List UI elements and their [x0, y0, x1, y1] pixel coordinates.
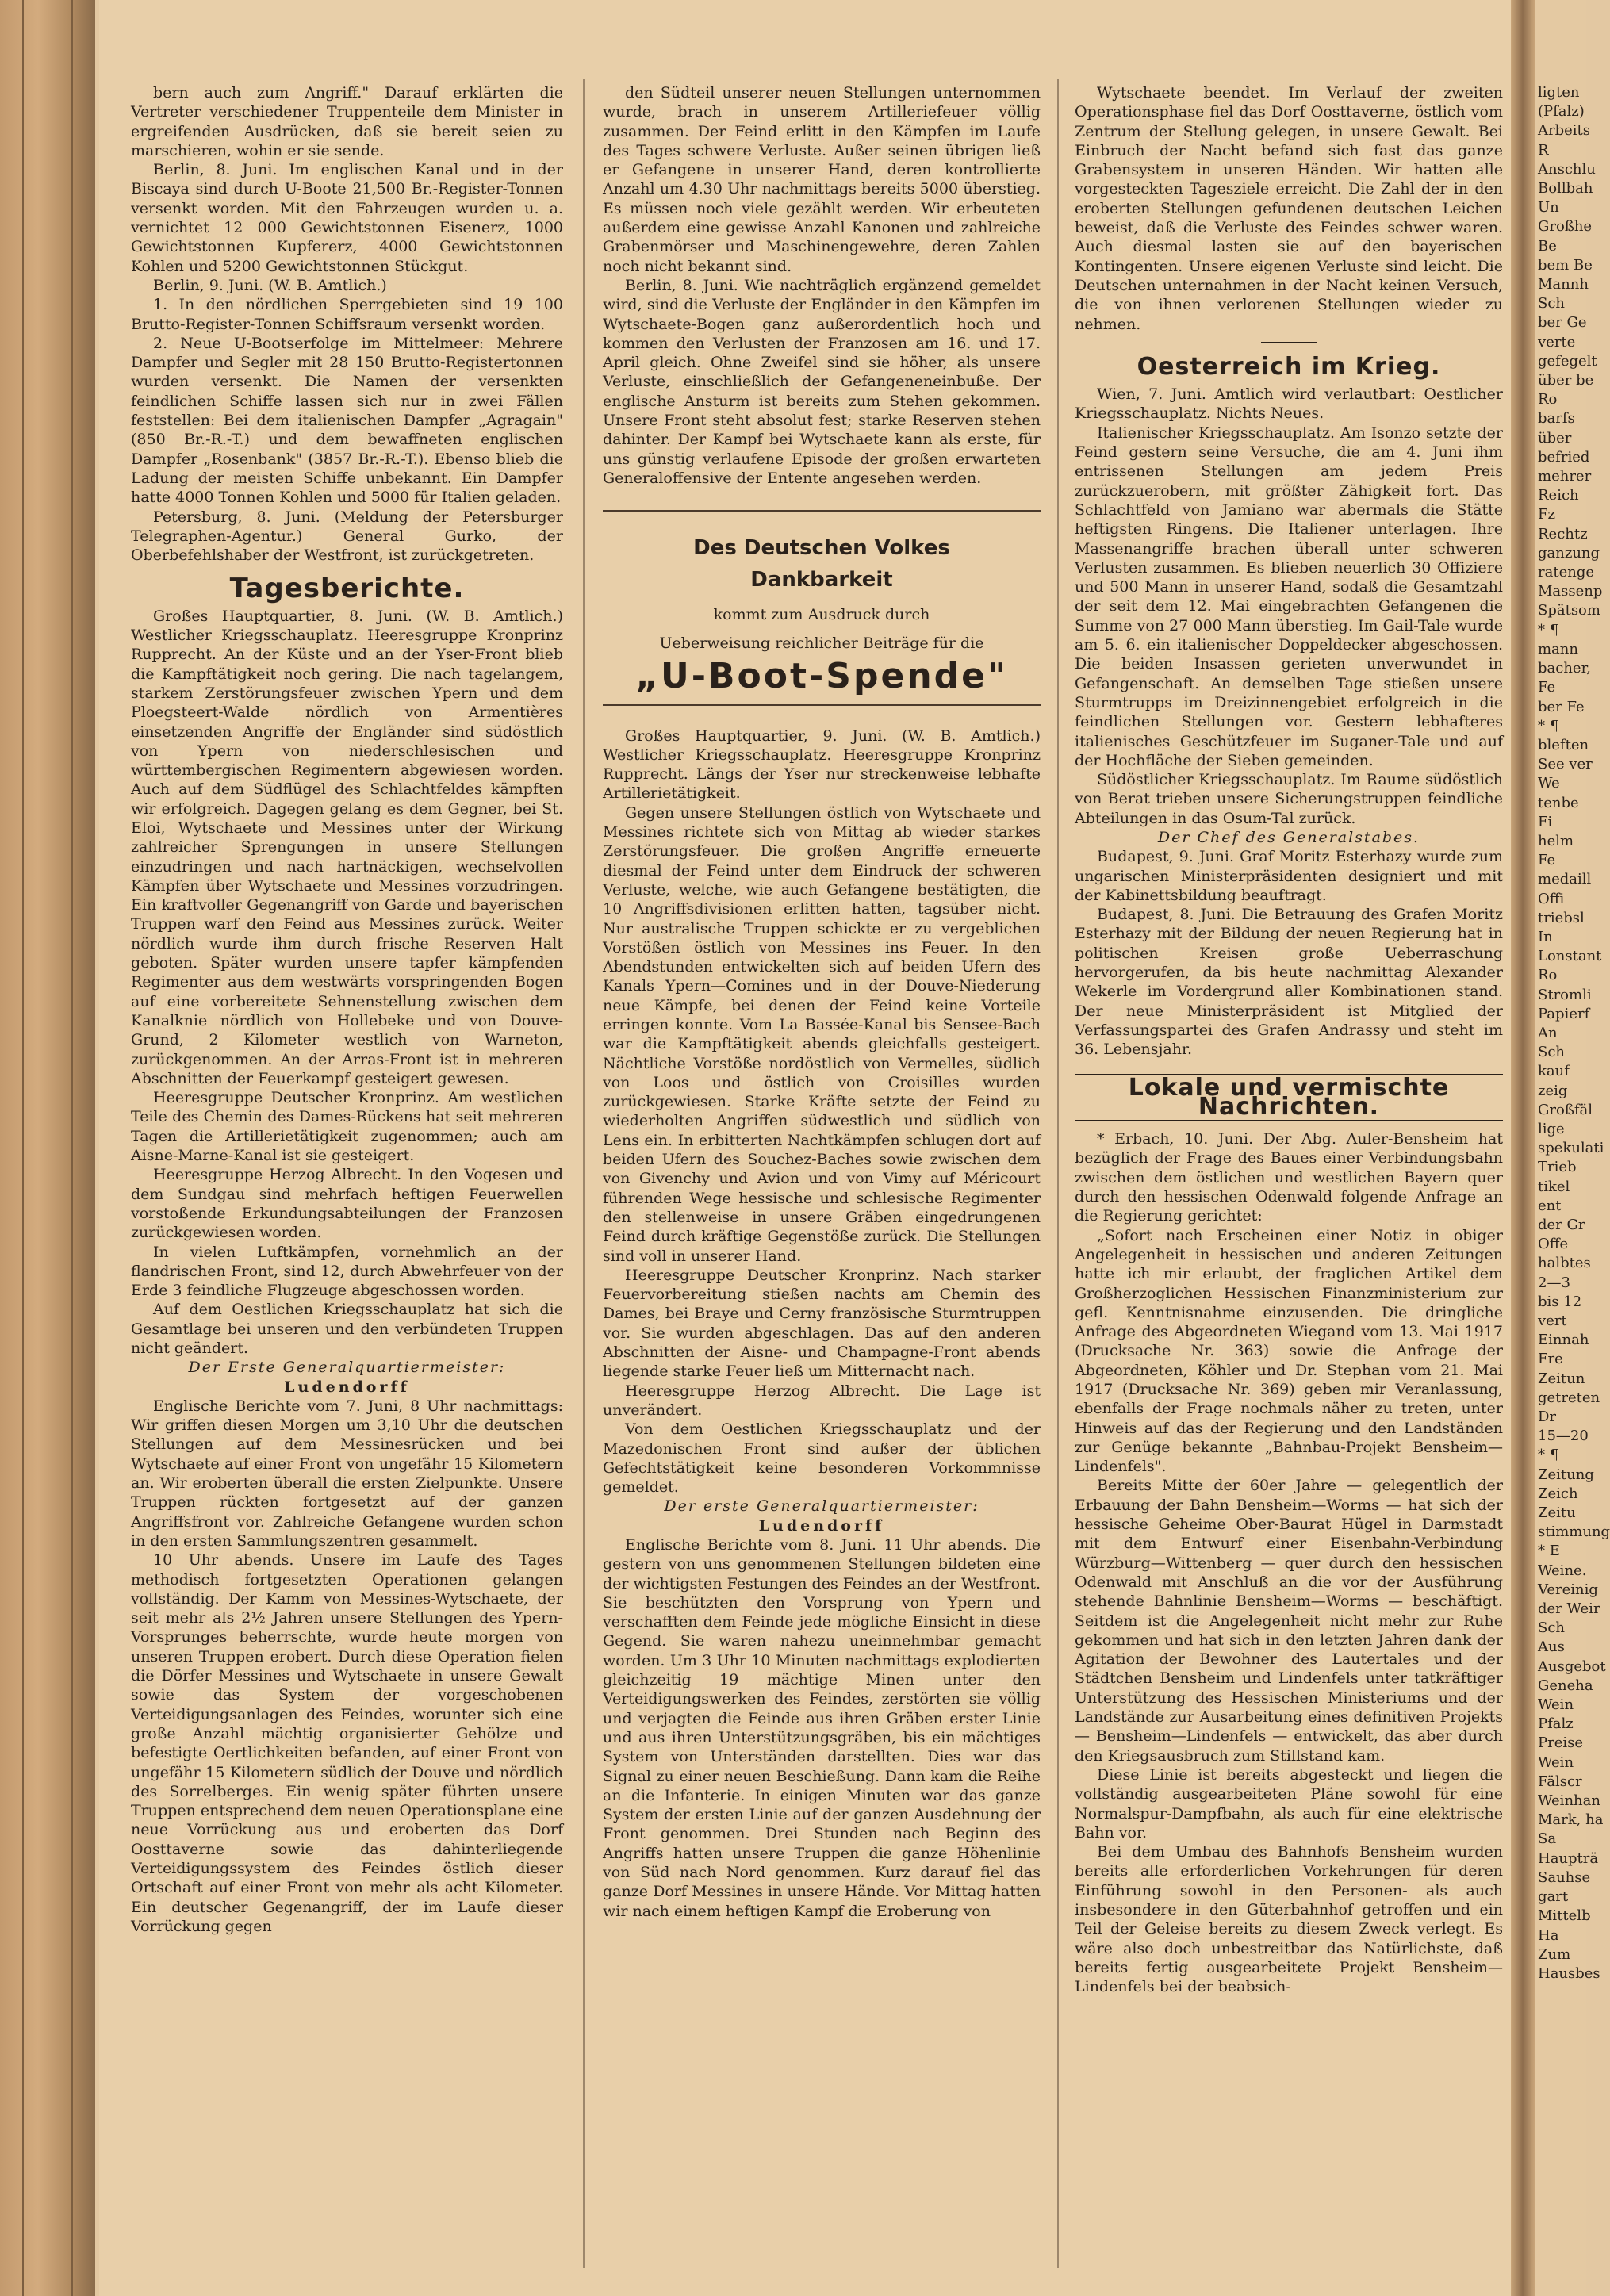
- next-page-fragment: We: [1538, 775, 1560, 792]
- next-page-fragment: * ¶: [1538, 621, 1559, 638]
- next-page-fragment: Lonstant: [1538, 948, 1602, 965]
- next-page-fragment: 15—20: [1538, 1428, 1589, 1445]
- next-page-fragment: R: [1538, 141, 1549, 159]
- next-page-fragment: Sch: [1538, 295, 1566, 312]
- next-page-fragment: Weine.: [1538, 1562, 1587, 1579]
- ad-title-line-2: Dankbarkeit: [750, 568, 893, 592]
- c3-top-block: [1075, 83, 1503, 334]
- binding-edge: [22, 0, 24, 2296]
- next-page-fragment: barfs: [1538, 410, 1575, 427]
- next-page-fragment: Wein: [1538, 1754, 1574, 1771]
- next-page-fragment: helm: [1538, 832, 1574, 849]
- next-page-fragment: tenbe: [1538, 794, 1579, 811]
- paragraph: Petersburg, 8. Juni. (Meldung der Petersburger Telegraphen-Agentur.) General Gurko, der Oberbefehlshaber der Westfront, ist zurückgetreten.: [131, 508, 563, 565]
- next-page-fragment: bacher,: [1538, 660, 1591, 677]
- next-page-fragment: Ro: [1538, 967, 1558, 984]
- paragraph: „Sofort nach Erscheinen einer Notiz in obiger Angelegenheit in hessischen und anderen Zeitungen hatte ich mir erlaubt, der fraglichen Artikel dem Großherzoglichen Hessischen Finanzministerium zur gefl. Kenntnisnahme einzusenden. Die dringliche Anfrage des Abgeordneten Wiegand vom 13. Mai 1917 (Drucksache Nr. 363) sowie die Anfrage der Abgeordneten, Köhler und Dr. Stephan vom 21. Mai 1917 (Drucksache Nr. 369) geben mir Veranlassung, ebenfalls der Frage nochmals näher zu treten, unter Hinweis auf das der Regierung und den Landständen zur Genüge bekannte „Bahnbau-Projekt Bensheim—Lindenfels".: [1075, 1226, 1503, 1476]
- paragraph: Budapest, 8. Juni. Die Betrauung des Grafen Moritz Esterhazy mit der Bildung der neuen Regierung hat in politischen Kreisen große Ueberraschung hervorgerufen, da bis heute nachmittag Alexander Wekerle im Vordergrund aller Kombinationen stand. Der neue Ministerpräsident ist Mitglied der Verfassungspartei des Grafen Andrassy und steht im 36. Lebensjahr.: [1075, 906, 1503, 1059]
- next-page-fragment: Fz: [1538, 506, 1555, 523]
- column-1: [131, 83, 563, 2272]
- c2-body: [603, 726, 1041, 1921]
- paragraph: Budapest, 9. Juni. Graf Moritz Esterhazy wurde zum ungarischen Ministerpräsidenten designiert und mit der Kabinettsbildung beauftragt.: [1075, 848, 1503, 904]
- ad-spende-title: „U-Boot-Spende": [635, 656, 1008, 697]
- column-rule: [583, 79, 585, 2268]
- next-page-fragment: ber Ge: [1538, 314, 1587, 332]
- next-page-fragment: der Weir: [1538, 1600, 1600, 1618]
- next-page-fragment: gefegelt: [1538, 352, 1597, 370]
- next-page-fragment: ganzung: [1538, 544, 1600, 562]
- next-page-fragment: Un: [1538, 199, 1559, 217]
- next-page-edge: [1535, 0, 1610, 2296]
- c3-body: [1075, 385, 1503, 1059]
- next-page-fragment: Spätsom: [1538, 602, 1600, 619]
- next-page-fragment: Zeitun: [1538, 1370, 1585, 1387]
- next-page-fragment: vert: [1538, 1313, 1567, 1329]
- paragraph: In vielen Luftkämpfen, vornehmlich an der flandrischen Front, sind 12, durch Abwehrfeuer von der Erde 3 feindliche Flugzeuge abgeschossen worden.: [131, 1243, 563, 1300]
- signature-title: Der Chef des Generalstabes.: [1157, 828, 1420, 846]
- next-page-fragment: Be: [1538, 237, 1557, 255]
- next-page-fragment: Massenp: [1538, 583, 1603, 600]
- c1-top-block: [131, 83, 563, 565]
- next-page-fragment: Zeitung: [1538, 1466, 1594, 1483]
- next-page-fragment: Fi: [1538, 813, 1553, 830]
- ad-title-line-1: Des Deutschen Volkes: [693, 536, 950, 561]
- next-page-fragment: Pfalz: [1538, 1715, 1574, 1733]
- paragraph: Berlin, 9. Juni. (W. B. Amtlich.): [153, 276, 387, 294]
- paragraph: Südöstlicher Kriegsschauplatz. Im Raume südöstlich von Berat trieben unsere Sicherungstruppen feindliche Abteilungen in das Osum-Tal zurück.: [1075, 771, 1503, 827]
- paragraph: bern auch zum Angriff." Darauf erklärten die Vertreter verschiedener Truppenteile dem Minister in ergreifenden Ausdrücken, daß sie bereit seien zu marschieren, wohin er sie sende.: [131, 84, 563, 159]
- paragraph: Wien, 7. Juni. Amtlich wird verlautbart: Oestlicher Kriegsschauplatz. Nichts Neues.: [1075, 385, 1503, 423]
- next-page-fragment: Mannh: [1538, 276, 1589, 293]
- next-page-fragment: Mark, ha: [1538, 1811, 1604, 1829]
- next-page-fragment: Zeitu: [1538, 1504, 1576, 1522]
- paragraph: Berlin, 8. Juni. Wie nachträglich ergänzend gemeldet wird, sind die Verluste der Engländer in den Kämpfen im Wytschaete-Bogen ganz außerordentlich hoch und kommen den Verlusten der Franzosen am 16. und 17. April gleich. Ohne Zweifel sind sie höher, als unsere Verluste, einschließlich der Gefangeneneinbuße. Der englische Ansturm ist bereits zum Stehen gekommen. Unsere Front steht absolut fest; starke Reserven stehen dahinter. Der Kampf bei Wytschaete kann als erste, für uns günstig verlaufene Episode der großen erwarteten Generaloffensive der Entente angesehen werden.: [603, 276, 1041, 487]
- next-page-fragment: über be: [1538, 372, 1594, 389]
- paragraph: Großes Hauptquartier, 9. Juni. (W. B. Amtlich.) Westlicher Kriegsschauplatz. Heeresgruppe Kronprinz Rupprecht. Längs der Yser nur streckenweise lebhafte Artillerietätigkeit.: [603, 726, 1041, 803]
- next-page-fragment: Fre: [1538, 1351, 1563, 1368]
- signature-name: Ludendorff: [284, 1378, 410, 1396]
- next-page-fragment: Weinhan: [1538, 1792, 1600, 1810]
- next-page-fragment: Großhe: [1538, 218, 1593, 236]
- next-page-fragment: Wein: [1538, 1696, 1574, 1714]
- next-page-fragment: Offi: [1538, 890, 1565, 907]
- binding-edge: [71, 0, 73, 2296]
- section-heading: Lokale und vermischte Nachrichten.: [1075, 1074, 1503, 1122]
- next-page-fragment: Mittelb: [1538, 1907, 1591, 1925]
- next-page-fragment: stimmung: [1538, 1524, 1610, 1541]
- next-page-fragment: Geneha: [1538, 1677, 1593, 1694]
- next-page-fragment: * ¶: [1538, 717, 1559, 734]
- next-page-fragment: über: [1538, 429, 1572, 447]
- next-page-fragment: bleften: [1538, 736, 1589, 753]
- paragraph: Bei dem Umbau des Bahnhofs Bensheim wurden bereits alle erforderlichen Vorkehrungen für deren Einführung sowohl in den Personen- als auch insbesondere in den Güterbahnhof getroffen und ein Teil der Geleise bereits zu diesem Zweck verlegt. Es wäre also doch unbestreitbar das Natürlichste, daß bereits fertig ausgearbeitete Projekt Bensheim—Lindenfels bei der beabsich-: [1075, 1843, 1503, 1996]
- next-page-fragment: ratenge: [1538, 564, 1594, 581]
- next-page-fragment: kauf: [1538, 1063, 1570, 1080]
- next-page-fragment: Stromli: [1538, 986, 1592, 1003]
- next-page-fragment: An: [1538, 1024, 1558, 1041]
- paragraph: 2. Neue U-Bootserfolge im Mittelmeer: Mehrere Dampfer und Segler mit 28 150 Brutto-Registertonnen wurden versenkt. Die Namen der versenkten feindlichen Schiffe lassen sich nur in zwei Fällen feststellen: Bei dem italienischen Dampfer „Agragain" (850 Br.-R.-T.) und dem bewaffneten englischen Dampfer „Rosenbank" (3857 Br.-R.-T.). Ebenso blieb die Ladung der meisten Schiffe unbekannt. Ein Dampfer hatte 4000 Tonnen Kohlen und 5000 für Italien geladen.: [131, 334, 563, 507]
- paragraph: Auf dem Oestlichen Kriegsschauplatz hat sich die Gesamtlage bei unseren und den verbündeten Truppen nicht geändert.: [131, 1301, 563, 1357]
- next-page-fragment: befried: [1538, 448, 1590, 466]
- signature-title: Der Erste Generalquartiermeister:: [188, 1359, 506, 1377]
- paragraph: * Erbach, 10. Juni. Der Abg. Auler-Bensheim hat bezüglich der Frage des Baues einer Verbindungsbahn zwischen dem östlichen und westlichen Bayern quer durch den hessischen Odenwald folgende Anfrage an die Regierung gerichtet:: [1075, 1130, 1503, 1225]
- paragraph: Heeresgruppe Deutscher Kronprinz. Am westlichen Teile des Chemin des Dames-Rückens hat seit mehreren Tagen die Artillerietätigkeit zugenommen; auch am Aisne-Marne-Kanal ist sie gesteigert.: [131, 1089, 563, 1165]
- next-page-fragment: Rechtz: [1538, 525, 1588, 542]
- next-page-fragment: * ¶: [1538, 1447, 1559, 1464]
- next-page-fragment: Sch: [1538, 1619, 1566, 1637]
- next-page-fragment: Ro: [1538, 391, 1558, 408]
- section-heading: Oesterreich im Krieg.: [1137, 352, 1441, 381]
- column-2: [603, 83, 1041, 2272]
- next-page-fragment: ent: [1538, 1197, 1562, 1214]
- next-page-fragment: Vereinig: [1538, 1581, 1598, 1598]
- next-page-fragment: Ha: [1538, 1926, 1559, 1944]
- paragraph: Englische Berichte vom 8. Juni. 11 Uhr abends. Die gestern von uns genommenen Stellungen bildeten eine der wichtigsten Festungen des Feindes an der Westfront. Sie beschützten den Vorsprung von Ypern und verschafften dem Feinde jede mögliche Einsicht in diese Gegend. Sie waren nahezu uneinnehmbar gemacht worden. Um 3 Uhr 10 Minuten nachmittags explodierten gleichzeitig 19 mächtige Minen unter den Verteidigungswerken des Feindes, zerstörten sie völlig und verjagten die Feinde aus ihren Gräben erster Linie und aus ihren Unterstützungsgräben, bis ein mächtiges System von Unterständen darstellten. Dies war das Signal zu einer neuen Beschießung. Dann kam die Reihe an die Infanterie. In einigen Minuten war das ganze System der ersten Linie auf der ganzen Ausdehnung der Front genommen. Drei Stunden nach Beginn des Angriffs hatten unsere Truppen die ganze Höhenlinie von Süd nach Nord genommen. Kurz darauf fiel das ganze Dorf Messines in unsere Hände. Vor Mittag hatten wir nach einem heftigen Kampf die Eroberung von: [603, 1536, 1041, 1920]
- paragraph: Großes Hauptquartier, 8. Juni. (W. B. Amtlich.) Westlicher Kriegsschauplatz. Heeresgruppe Kronprinz Rupprecht. An der Küste und an der Yser-Front blieb die Kampftätigkeit noch gering. Die nach tagelangem, starkem Zerstörungsfeuer zwischen Ypern und dem Ploegsteert-Walde nördlich von Armentières einsetzenden Angriffe der Engländer sind südöstlich von Ypern von niederschlesischen und württembergischen Regimentern abgewiesen worden. Auch auf dem Südflügel des Schlachtfeldes kämpften wir erfolgreich. Dagegen gelang es dem Gegner, bei St. Eloi, Wytschaete und Messines unter der Wirkung zahlreicher Sprengungen in unsere Stellungen einzudringen und nach hartnäckigen, wechselvollen Kämpfen über Wytschaete und Messines vorzudringen. Ein kraftvoller Gegenangriff von Garde und bayerischen Truppen warf den Feind aus Messines zurück. Weiter nördlich wurde ihm durch frische Reserven Halt geboten. Später wurden unsere tapfer kämpfenden Regimenter aus dem westwärts vorspringenden Bogen auf eine vorbereitete Sehnenstellung zwischen dem Kanalknie nördlich von Hollebeke und von Douve-Grund, 2 Kilometer westlich von Warneton, zurückgenommen. An der Arras-Front ist in mehreren Abschnitten der Feuerkampf gesteigert gewesen.: [131, 607, 563, 1087]
- next-page-fragment: Haupträ: [1538, 1849, 1599, 1867]
- next-page-fragment: verte: [1538, 333, 1576, 351]
- paragraph: Englische Berichte vom 7. Juni, 8 Uhr nachmittags: Wir griffen diesen Morgen um 3,10 Uhr die deutschen Stellungen auf dem Messinesrücken und bei Wytschaete auf einer Front von ungefähr 15 Kilometern an. Wir eroberten überall die ersten Zielpunkte. Unsere Truppen rückten fortgesetzt auf der ganzen Angriffsfront vor. Zahlreiche Gefangene wurden schon in den ersten Sammlungszentren gesammelt.: [131, 1397, 563, 1550]
- next-page-fragment: Reich: [1538, 487, 1579, 504]
- next-page-fragment: tikel: [1538, 1178, 1570, 1195]
- next-page-fragment: Offe: [1538, 1236, 1569, 1253]
- next-page-fragment: Ausgebot: [1538, 1658, 1606, 1675]
- next-page-fragment: ligten: [1538, 84, 1580, 101]
- c1-body: [131, 607, 563, 1936]
- paragraph: Heeresgruppe Herzog Albrecht. Die Lage ist unverändert.: [603, 1382, 1041, 1419]
- paragraph: Heeresgruppe Herzog Albrecht. In den Vogesen und dem Sundgau sind mehrfach heftigen Feuerwellen vorstoßende Erkundungsabteilungen der Franzosen zurückgewiesen worden.: [131, 1166, 563, 1242]
- ad-subtitle-2: Ueberweisung reichlicher Beiträge für die: [659, 634, 984, 653]
- paragraph: Bereits Mitte der 60er Jahre — gelegentlich der Erbauung der Bahn Bensheim—Worms — hat sich der hessische Geheime Ober-Baurat Hügel in Darmstadt mit dem Entwurf einer Eisenbahn-Verbindung Würzburg—Wittenberg — quer durch den hessischen Odenwald mit Anschluß an die vor der Ausführung stehende Bahnlinie Bensheim—Worms — beschäftigt. Seitdem ist die Angelegenheit nicht mehr zur Ruhe gekommen und hat sich in den letzten Jahren dank der Agitation der Bewohner des Lautertales und der Städtchen Bensheim und Lindenfels unter tatkräftiger Unterstützung des Hessischen Ministeriums und der Landstände zur Ausarbeitung eines definitiven Projekts — Bensheim—Lindenfels — entwickelt, das aber durch den Kriegsausbruch zum Stillstand kam.: [1075, 1477, 1503, 1765]
- next-page-fragment: der Gr: [1538, 1216, 1585, 1233]
- next-page-fragment: Einnah: [1538, 1332, 1589, 1349]
- divider: [1261, 342, 1317, 343]
- next-page-fragment: Preise: [1538, 1734, 1584, 1752]
- column-rule: [1057, 79, 1059, 2268]
- paragraph: den Südteil unserer neuen Stellungen unternommen wurde, brach in unserem Artilleriefeuer völlig zusammen. Der Feind erlitt in den Kämpfen im Laufe des Tages schwere Verluste. Außer seinen übrigen ließ er Gefangene in unserer Hand, deren kontrollierte Anzahl um 4.30 Uhr nachmittags bereits 5000 überstieg. Es müssen noch viele gezählt werden. Wir erbeuteten außerdem eine gewisse Anzahl Kanonen und zahlreiche Grabenmörser und Maschinengewehre, deren Zahlen noch nicht bekannt sind.: [603, 84, 1041, 275]
- next-page-fragment: See ver: [1538, 756, 1593, 773]
- next-page-fragment: * E: [1538, 1543, 1560, 1560]
- next-page-fragment: 2—3: [1538, 1274, 1570, 1291]
- page-gutter: [1511, 0, 1535, 2296]
- next-page-fragment: lige: [1538, 1120, 1565, 1137]
- next-page-fragment: Trieb: [1538, 1159, 1577, 1176]
- next-page-fragment: medaill: [1538, 871, 1592, 888]
- next-page-fragment: zeig: [1538, 1082, 1568, 1099]
- next-page-fragment: bem Be: [1538, 256, 1593, 274]
- next-page-fragment: ber Fe: [1538, 698, 1585, 715]
- u-boot-spende-ad: [603, 510, 1041, 705]
- next-page-fragment: (Pfalz): [1538, 103, 1585, 121]
- signature-name: Ludendorff: [758, 1516, 885, 1535]
- next-page-fragment: spekulati: [1538, 1140, 1604, 1157]
- paragraph: Gegen unsere Stellungen östlich von Wytschaete und Messines richtete sich von Mittag ab wieder starkes Zerstörungsfeuer. Die großen Angriffe erneuerte diesmal der Feind unter dem Eindruck der schweren Verluste, welche, wie auch Gefangene bestätigten, die 10 Angriffsdivisionen erlitten hatten, tagsüber nicht. Nur australische Truppen schickte er zu vergeblichen Vorstößen östlich von Messines ins Feuer. In den Abendstunden entwickelten sich auf beiden Ufern des Kanals Ypern—Comines und in der Douve-Niederung neue Kämpfe, bei denen der Feind keine Vorteile erringen konnte. Vom La Bassée-Kanal bis Sensee-Bach war die Kampftätigkeit abends gleichfalls gesteigert. Nächtliche Vorstöße nordöstlich von Vermelles, südlich von Loos und östlich von Croisilles wurden zurückgewiesen. Starke Kräfte setzte der Feind zu wiederholten Angriffen südwestlich und südlich von Lens ein. In erbitterten Nachtkämpfen schlugen dort auf beiden Ufern des Souchez-Baches sowie zwischen dem von Givenchy und Avion und von Vimy auf Méricourt führenden Wege hessische und schlesische Regimenter den stellenweise in unsere Gräben eingedrungenen Feind durch kräftige Gegenstöße zurück. Die Stellungen sind voll in unserer Hand.: [603, 803, 1041, 1265]
- next-page-fragment: bis 12: [1538, 1293, 1582, 1310]
- next-page-fragment: Sch: [1538, 1044, 1566, 1061]
- next-page-fragment: halbtes: [1538, 1255, 1591, 1272]
- next-page-fragment: Fe: [1538, 679, 1556, 696]
- next-page-fragment: Dr: [1538, 1409, 1557, 1426]
- next-page-fragment: getreten: [1538, 1389, 1600, 1406]
- next-page-fragment: Hausbes: [1538, 1964, 1600, 1982]
- paragraph: Wytschaete beendet. Im Verlauf der zweiten Operationsphase fiel das Dorf Oosttaverne, östlich vom Zentrum der Stellung gelegen, in unsere Gewalt. Bei Einbruch der Nacht befand sich fast das ganze Grabensystem in unseren Händen. Wir hatten alle vorgesteckten Tagesziele erreicht. Die Zahl der in den eroberten Stellungen gefundenen deutschen Leichen beweist, daß die Verluste des Feindes schwer waren. Auch diesmal lasten sie auf den bayerischen Kontingenten. Unsere eigenen Verluste sind leicht. Die Deutschen unternahmen in der Nacht keinen Versuch, die von ihnen verlorenen Stellungen wieder zu nehmen.: [1075, 84, 1503, 333]
- next-page-fragment: mann: [1538, 640, 1578, 657]
- paragraph: 10 Uhr abends. Unsere im Laufe des Tages methodisch fortgesetzten Operationen gelangen vollständig. Der Kamm von Messines-Wytschaete, der seit mehr als 2½ Jahren unsere Stellungen des Ypern-Vorsprunges beherrschte, wurde heute morgen von unseren Truppen erobert. Durch diese Operation fielen die Dörfer Messines und Wytschaete in unsere Gewalt sowie das System der vorgeschobenen Verteidigungsanlagen des Feindes, worunter sich eine große Anzahl mächtig organisierter Gehölze und befestigte Oertlichkeiten befanden, auf einer Front von ungefähr 15 Kilometern südlich der Douve und nördlich des Sorrelberges. Ein wenig später führten unsere Truppen entsprechend dem neuen Operationsplane eine neue Vorrückung aus und eroberten das Dorf Oosttaverne sowie das dahinterliegende Verteidigungssystem des Feindes östlich dieser Ortschaft auf einer Front von mehr als acht Kilometer. Ein deutscher Gegenangriff, der im Laufe dieser Vorrückung gegen: [131, 1551, 563, 1935]
- ad-subtitle-1: kommt zum Ausdruck durch: [713, 606, 930, 624]
- next-page-fragment: Sauhse: [1538, 1869, 1591, 1886]
- paragraph: Diese Linie ist bereits abgesteckt und liegen die vollständig ausgearbeiteten Pläne sowohl für eine Normalspur-Dampfbahn, als auch für eine elektrische Bahn vor.: [1075, 1765, 1503, 1842]
- book-binding: [0, 0, 95, 2296]
- c2-top-block: [603, 83, 1041, 488]
- next-page-fragment: Zeich: [1538, 1485, 1578, 1502]
- next-page-fragment: In: [1538, 928, 1553, 945]
- column-3: [1075, 83, 1503, 2272]
- next-page-fragment: Bollbah: [1538, 180, 1593, 197]
- next-page-fragment: Fälscr: [1538, 1773, 1582, 1790]
- paragraph: Berlin, 8. Juni. Im englischen Kanal und in der Biscaya sind durch U-Boote 21,500 Br.-Register-Tonnen versenkt worden. Mit den Fahrzeugen wurden u. a. vernichtet 12 000 Gewichtstonnen Eisenerz, 1000 Gewichtstonnen Kupfererz, 4000 Gewichtstonnen Kohlen und 5200 Gewichtstonnen Stückgut.: [131, 161, 563, 275]
- paragraph: Heeresgruppe Deutscher Kronprinz. Nach starker Feuervorbereitung stießen nachts am Chemin des Dames, bei Braye und Cerny französische Sturmtruppen vor. Sie wurden abgeschlagen. Das auf den anderen Abschnitten der Aisne- und Champagne-Front abends liegende starke Feuer ließ um Mitternacht nach.: [603, 1266, 1041, 1381]
- next-page-fragment: Großfäl: [1538, 1101, 1593, 1118]
- next-page-fragment: Arbeits: [1538, 122, 1591, 140]
- next-page-fragment: Fe: [1538, 852, 1556, 869]
- paragraph: Von dem Oestlichen Kriegsschauplatz und der Mazedonischen Front sind außer der üblichen Gefechtstätigkeit keine besonderen Vorkommnisse gemeldet.: [603, 1420, 1041, 1497]
- next-page-fragment: triebsl: [1538, 909, 1585, 926]
- next-page-fragment: Papierf: [1538, 1005, 1590, 1022]
- next-page-fragment: Zum: [1538, 1945, 1571, 1963]
- section-heading: Tagesberichte.: [229, 573, 465, 605]
- next-page-fragment: Sa: [1538, 1830, 1557, 1848]
- next-page-fragment: Anschlu: [1538, 160, 1596, 178]
- next-page-fragment: gart: [1538, 1888, 1569, 1906]
- signature-title: Der erste Generalquartiermeister:: [664, 1497, 979, 1516]
- paragraph: Italienischer Kriegsschauplatz. Am Isonzo setzte der Feind gestern seine Versuche, die am 4. Juni ihm entrissenen Stellungen am jedem Preis zurückzuerobern, mit größter Zähigkeit fort. Das Schlachtfeld von Jamiano war abermals die Stätte heftigsten Ringens. Die Italiener unterlagen. Ihre Massenangriffe brachen überall unter schweren Verlusten zusammen. Es blieben neuerlich 30 Offiziere und 500 Mann in unserer Hand, sodaß die Gesamtzahl der seit dem 12. Mai eingebrachten Gefangenen die Summe von 27 000 Mann überstieg. Im Gail-Tale wurde am 5. 6. ein italienischer Doppeldecker abgeschossen. Die beiden Insassen gerieten unverwundet in Gefangenschaft. An demselben Tage stießen unsere Sturmtrupps im Dreizinnengebiet erfolgreich in die feindlichen Stellungen vor. Gestern lebhafteres italienisches Geschützfeuer im Suganer-Tale und auf der Hochfläche der Sieben gemeinden.: [1075, 424, 1503, 769]
- c3-body-local: [1075, 1129, 1503, 1996]
- next-page-fragment: Aus: [1538, 1639, 1565, 1656]
- next-page-fragment: mehrer: [1538, 468, 1592, 485]
- paragraph: 1. In den nördlichen Sperrgebieten sind 19 100 Brutto-Register-Tonnen Schiffsraum versenkt worden.: [131, 296, 563, 333]
